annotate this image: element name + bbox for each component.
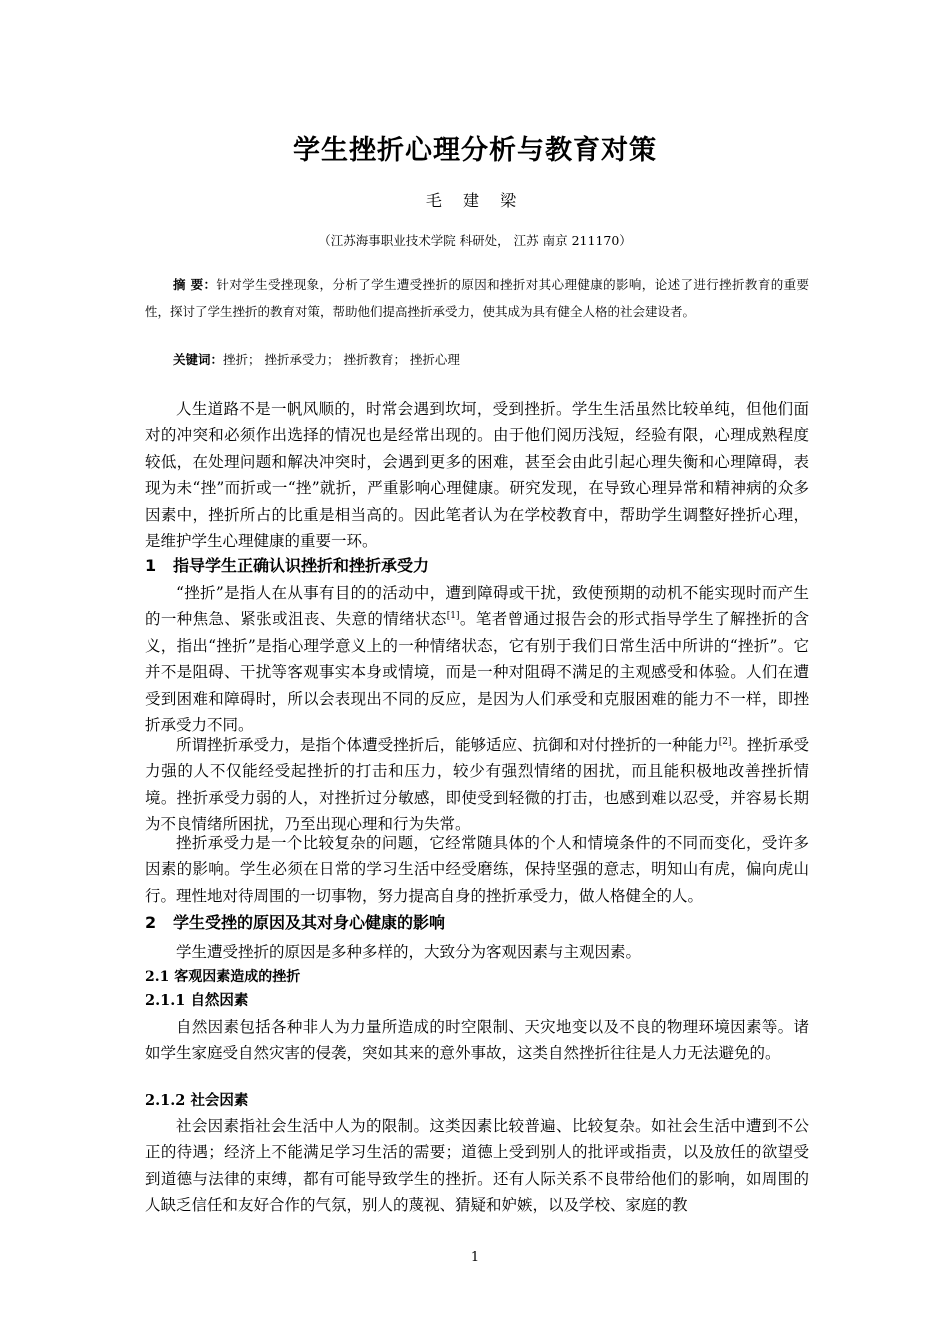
intro-paragraph: 人生道路不是一帆风顺的，时常会遇到坎坷，受到挫折。学生生活虽然比较单纯，但他们面对的冲突和必须作出选择的情况也是经常出现的。由于他们阅历浅短，经验有限，心理成熟程度较低，在处理问题和解决冲突时，会遇到更多的困难，甚至会由此引起心理失衡和心理障碍，表现为未“挫”而折或一“挫”就折，严重影响心理健康。研究发现，在导致心理异常和精神病的众多因素中，挫折所占的比重是相当高的。因此笔者认为在学校教育中，帮助学生调整好挫折心理，是维护学生心理健康的重要一环。 — [145, 400, 809, 551]
section-2-number: 2 — [145, 913, 157, 932]
paragraph-text: 。笔者曾通过报告会的形式指导学生了解挫折的含义，指出“挫折”是指心理学意义上的一种情绪状态，它有别于我们日常生活中所讲的“挫折”。它并不是阻碍、干扰等客观事实本身或情境，而是一种对阻碍不满足的主观感受和体验。人们在遭受到困难和障碍时，所以会表现出不同的反应，是因为人们承受和克服困难的能力不一样，即挫折承受力不同。 — [145, 610, 809, 735]
subsection-2-1-2-paragraph: 社会因素指社会生活中人为的限制。这类因素比较普遍、比较复杂。如社会生活中遭到不公正的待遇；经济上不能满足学习生活的需要；道德上受到别人的批评或指责，以及放任的欲望受到道德与法律的束缚，都有可能导致学生的挫折。还有人际关系不良带给他们的影响，如周围的人缺乏信任和友好合作的气氛，别人的蔑视、猜疑和妒嫉，以及学校、家庭的教 — [145, 1117, 809, 1215]
subsection-2-1-2-heading — [145, 1090, 248, 1112]
subsection-2-1-1-paragraph: 自然因素包括各种非人为力量所造成的时空限制、天灾地变以及不良的物理环境因素等。诸如学生家庭受自然灾害的侵袭，突如其来的意外事故，这类自然挫折往往是人力无法避免的。 — [145, 1018, 809, 1063]
subsection-2-1-1-number: 2.1.1 — [145, 992, 186, 1009]
section-1-title: 指导学生正确认识挫折和挫折承受力 — [173, 556, 430, 575]
section-1-paragraph-3: 挫折承受力是一个比较复杂的问题，它经常随具体的个人和情境条件的不同而变化，受许多因素的影响。学生必须在日常的学习生活中经受磨练，保持坚强的意志，明知山有虎，偏向虎山行。理性地对待周围的一切事物，努力提高自身的挫折承受力，做人格健全的人。 — [145, 834, 809, 905]
paragraph-text: 。挫折承受力强的人不仅能经受起挫折的打击和压力，较少有强烈情绪的困扰，而且能积极地改善挫折情境。挫折承受力弱的人，对挫折过分敏感，即使受到轻微的打击，也感到难以忍受，并容易长期为不良情绪所困扰，乃至出现心理和行为失常。 — [145, 736, 809, 834]
section-1-paragraph-1 — [145, 580, 809, 738]
subsection-2-1-1-title: 自然因素 — [190, 992, 249, 1009]
subsection-2-1-2-title: 社会因素 — [190, 1092, 249, 1109]
keywords-text: 挫折； 挫折承受力； 挫折教育； 挫折心理 — [223, 352, 460, 367]
abstract-label: 摘 要： — [173, 277, 217, 292]
section-1-heading — [145, 554, 429, 578]
section-2-heading — [145, 911, 445, 935]
section-1-paragraph-2 — [145, 732, 809, 838]
section-2-title: 学生受挫的原因及其对身心健康的影响 — [173, 913, 446, 932]
abstract — [145, 271, 809, 325]
paragraph-text: “挫折”是指人在从事有目的的活动中，遭到障碍或干扰，致使预期的动机不能实现时而产生的一种焦急、紧张或沮丧、失意的情绪状态 — [145, 584, 809, 629]
keywords-label: 关键词： — [173, 352, 224, 367]
affiliation: （江苏海事职业技术学院 科研处， 江苏 南京 211170） — [318, 233, 632, 248]
citation-ref-2: [2] — [718, 736, 732, 747]
subsection-2-1-heading — [145, 966, 300, 988]
citation-ref-1: [1] — [446, 611, 460, 622]
section-2-intro: 学生遭受挫折的原因是多种多样的，大致分为客观因素与主观因素。 — [176, 943, 642, 961]
subsection-2-1-title: 客观因素造成的挫折 — [174, 969, 301, 985]
subsection-2-1-number: 2.1 — [145, 969, 170, 985]
subsection-2-1-2-number: 2.1.2 — [145, 1092, 186, 1109]
paragraph-text: 所谓挫折承受力，是指个体遭受挫折后，能够适应、抗御和对付挫折的一种能力 — [176, 736, 719, 754]
page-number: 1 — [470, 1250, 480, 1265]
abstract-text: 针对学生受挫现象，分析了学生遭受挫折的原因和挫折对其心理健康的影响，论述了进行挫折教育的重要性，探讨了学生挫折的教育对策，帮助他们提高挫折承受力，使其成为具有健全人格的社会建设者。 — [145, 277, 809, 319]
keywords — [173, 348, 460, 372]
author: 毛 建 梁 — [425, 191, 525, 210]
section-1-number: 1 — [145, 556, 157, 575]
page-title: 学生挫折心理分析与教育对策 — [293, 135, 657, 166]
subsection-2-1-1-heading — [145, 990, 248, 1012]
